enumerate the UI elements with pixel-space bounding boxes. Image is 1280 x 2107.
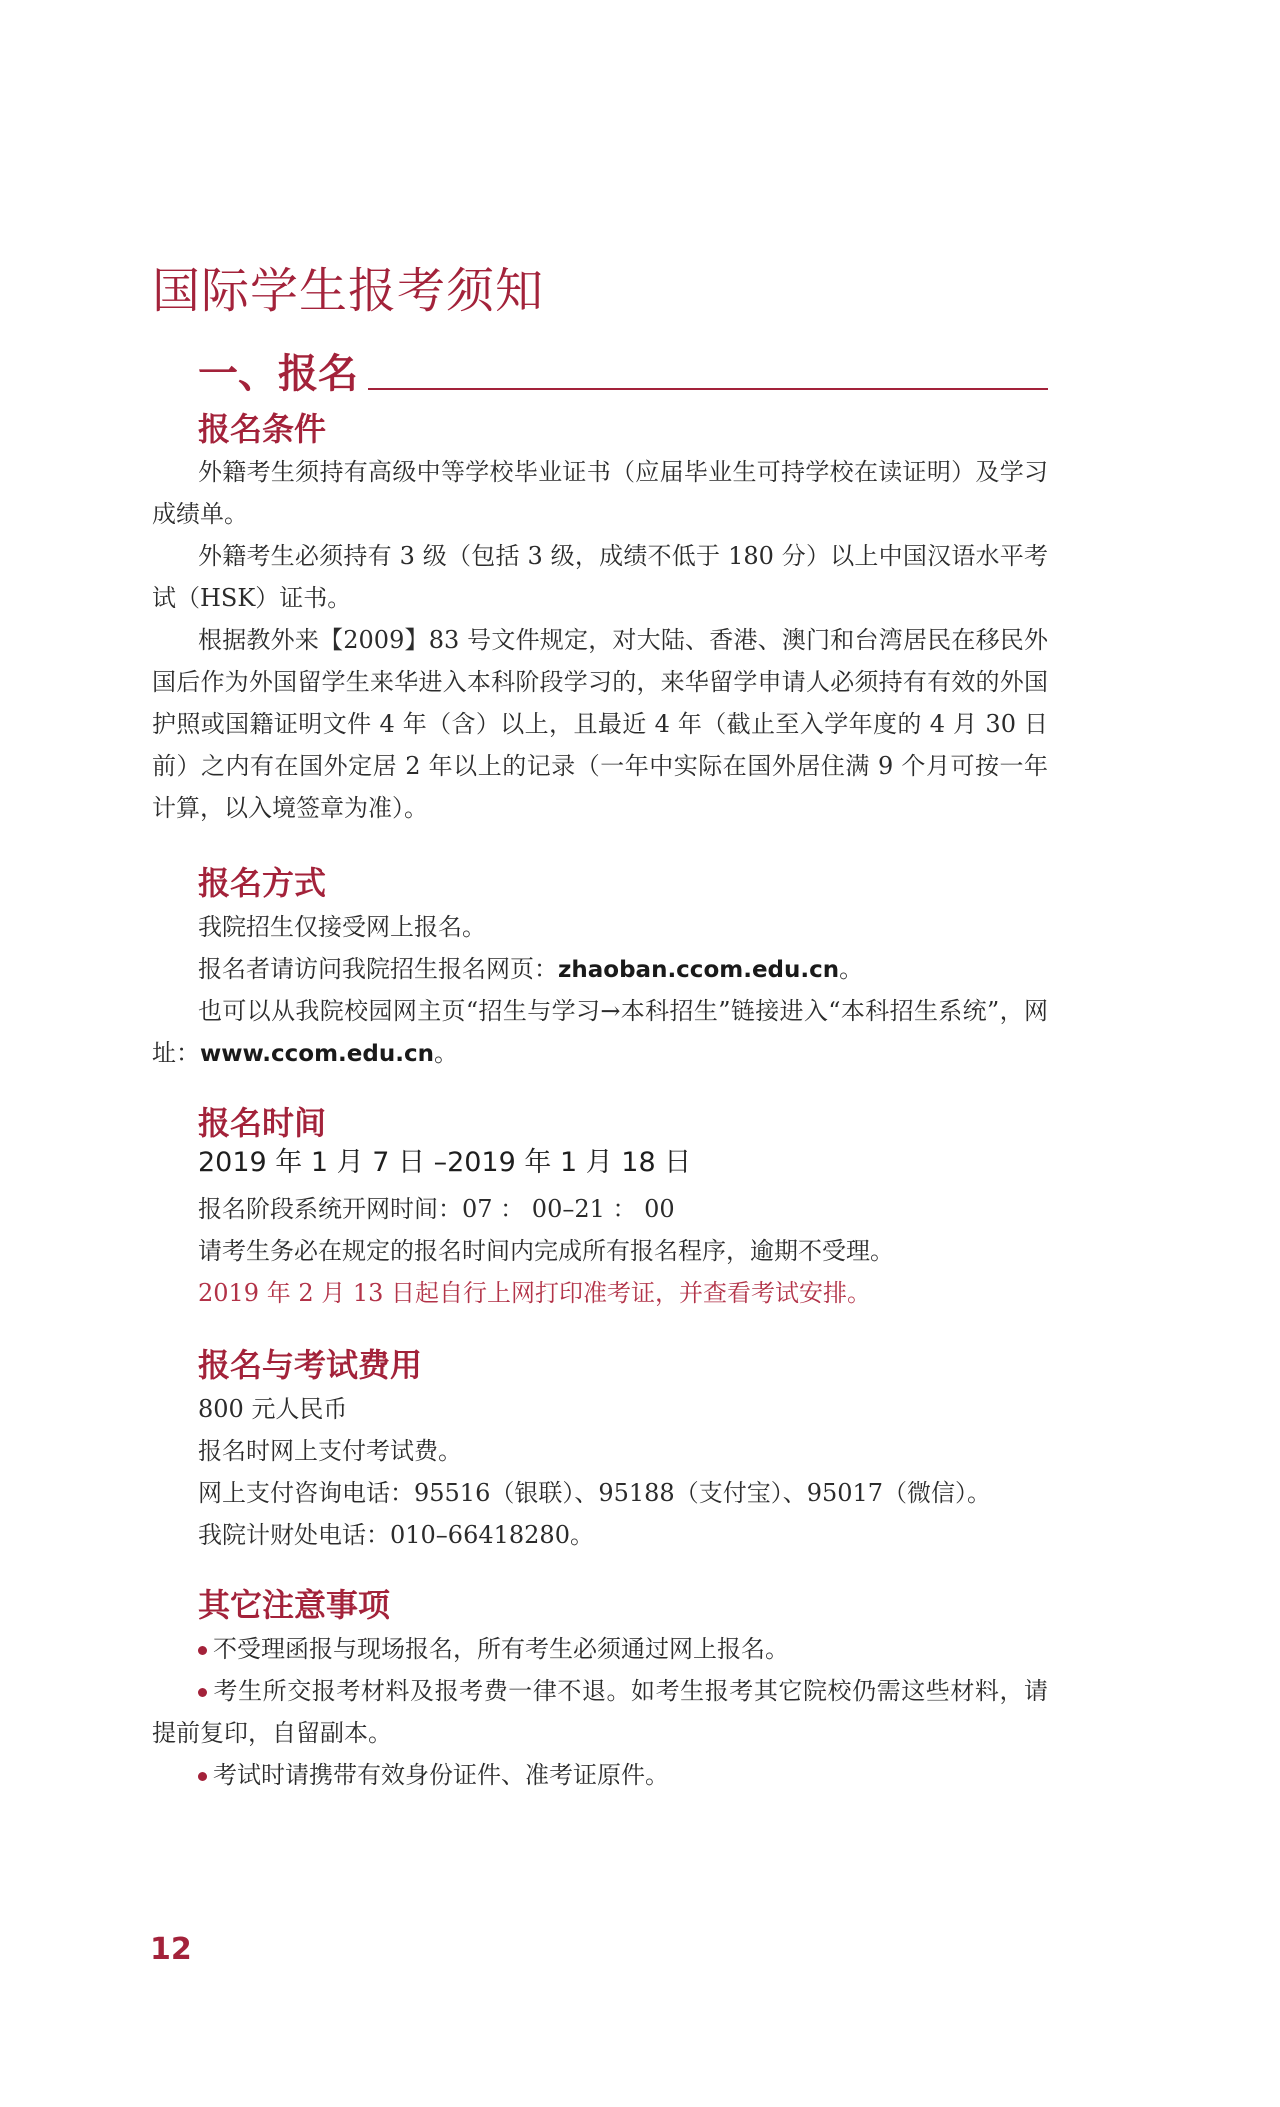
other-item-1-text: 不受理函报与现场报名，所有考生必须通过网上报名。 <box>213 1635 789 1663</box>
time-line-1: 报名阶段系统开网时间：07 ： 00–21 ： 00 <box>198 1195 675 1223</box>
page-number: 12 <box>150 1932 192 1967</box>
page-title: 国际学生报考须知 <box>152 263 545 319</box>
method-paragraph-3 <box>152 990 1048 1075</box>
registration-url: zhaoban.ccom.edu.cn <box>558 957 840 983</box>
bullet-dot-icon <box>198 1772 207 1781</box>
method-heading: 报名方式 <box>198 864 327 902</box>
fees-line-4: 我院计财处电话：010–66418280。 <box>198 1521 594 1549</box>
other-heading: 其它注意事项 <box>198 1586 391 1624</box>
other-item-2 <box>152 1670 1048 1754</box>
conditions-paragraph-3: 根据教外来【2009】83 号文件规定，对大陆、香港、澳门和台湾居民在移民外国后作为外国留学生来华进入本科阶段学习的，来华留学申请人必须持有有效的外国护照或国籍证明文件 4 年（含）以上，且最近 4 年（截止至入学年度的 4 月 30 日前）之内有在国外定居 2 年以上的记录（一年中实际在国外居住满 9 个月可按一年计算，以入境签章为准）。 <box>152 626 1048 822</box>
other-item-2-text: 考生所交报考材料及报考费一律不退。如考生报考其它院校仍需这些材料，请提前复印，自留副本。 <box>152 1677 1048 1747</box>
other-item-3-text: 考试时请携带有效身份证件、准考证原件。 <box>213 1761 669 1789</box>
campus-url: www.ccom.edu.cn <box>200 1041 434 1067</box>
method-paragraph-3-text: 也可以从我院校园网主页“招生与学习→本科招生”链接进入“本科招生系统”，网址： <box>152 997 1048 1067</box>
conditions-paragraph-2: 外籍考生必须持有 3 级（包括 3 级，成绩不低于 180 分）以上中国汉语水平考试（HSK）证书。 <box>152 542 1048 612</box>
method-paragraph-3-suffix: 。 <box>433 1039 458 1067</box>
fees-heading: 报名与考试费用 <box>198 1346 423 1384</box>
time-line-2: 请考生务必在规定的报名时间内完成所有报名程序，逾期不受理。 <box>198 1237 894 1265</box>
bullet-dot-icon <box>198 1646 207 1655</box>
section-heading-text: 一、报名 <box>198 351 358 397</box>
method-line-1: 我院招生仅接受网上报名。 <box>198 913 486 941</box>
bullet-dot-icon <box>198 1688 207 1697</box>
other-item-1 <box>152 1628 1048 1670</box>
conditions-heading: 报名条件 <box>198 410 327 448</box>
fees-line-3: 网上支付咨询电话：95516（银联）、95188（支付宝）、95017（微信）。 <box>198 1479 992 1507</box>
other-item-3 <box>152 1754 1048 1796</box>
section-heading-rule <box>368 388 1048 390</box>
fees-line-1: 800 元人民币 <box>198 1395 348 1423</box>
registration-date-range: 2019 年 1 月 7 日 –2019 年 1 月 18 日 <box>198 1147 692 1178</box>
admission-ticket-note: 2019 年 2 月 13 日起自行上网打印准考证，并查看考试安排。 <box>198 1279 872 1307</box>
method-line-2-prefix: 报名者请访问我院招生报名网页： <box>198 955 558 983</box>
fees-line-2: 报名时网上支付考试费。 <box>198 1437 462 1465</box>
method-line-2 <box>198 948 863 991</box>
section-heading <box>198 338 1048 397</box>
time-heading: 报名时间 <box>198 1104 327 1142</box>
method-line-2-suffix: 。 <box>839 955 864 983</box>
conditions-paragraph-1: 外籍考生须持有高级中等学校毕业证书（应届毕业生可持学校在读证明）及学习成绩单。 <box>152 458 1048 528</box>
